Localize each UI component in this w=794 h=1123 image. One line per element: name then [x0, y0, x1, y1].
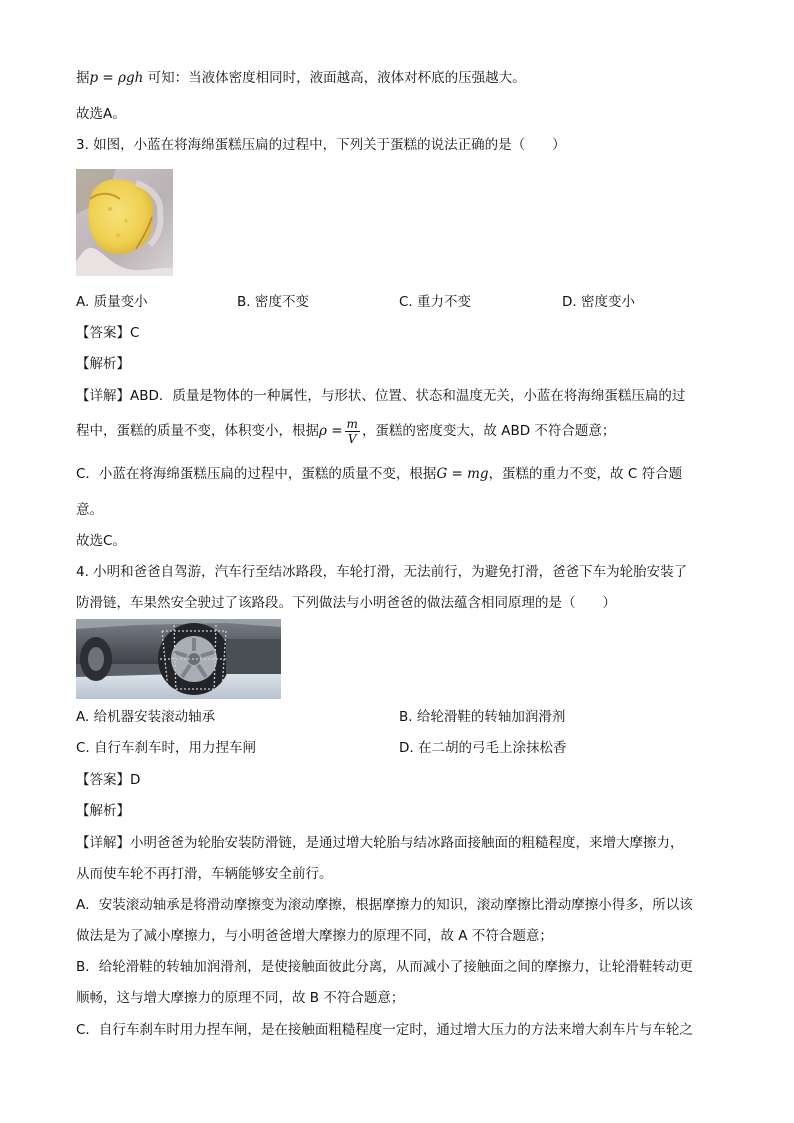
- q3-option-d: D. 密度变小: [562, 294, 635, 310]
- formula-line: 据p = ρgh 可知：当液体密度相同时，液面越高，液体对杯底的压强越大。: [76, 70, 526, 86]
- q3-detail-line-4: 意。: [76, 502, 103, 518]
- q4-option-d: D. 在二胡的弓毛上涂抹松香: [399, 740, 567, 756]
- q3-detail-line-3: C．小蓝在将海绵蛋糕压扁的过程中，蛋糕的质量不变，根据G = mg，蛋糕的重力不变，故 C 符合题: [76, 466, 683, 482]
- q4-detail-line-6: 顺畅，这与增大摩擦力的原理不同，故 B 不符合题意；: [76, 990, 405, 1006]
- density-fraction: $\frac{m}{V}$: [346, 416, 358, 446]
- density-formula-lhs: ρ =: [319, 423, 343, 439]
- pressure-formula: p = ρgh: [89, 70, 144, 86]
- q3-analysis-heading: 【解析】: [76, 356, 130, 372]
- q4-option-b: B. 给轮滑鞋的转轴加润滑剂: [399, 709, 566, 725]
- q4-analysis-heading: 【解析】: [76, 803, 130, 819]
- q4-detail-line-7: C．自行车刹车时用力捏车闸，是在接触面粗糙程度一定时，通过增大压力的方法来增大刹车片与车轮之: [76, 1022, 693, 1038]
- sponge-cake-illustration: [76, 169, 173, 276]
- q3-detail-line-2: 程中，蛋糕的质量不变，体积变小，根据ρ = $\frac{m}{V}$ ，蛋糕的密度变大，故 ABD 不符合题意；: [76, 416, 616, 446]
- q4-detail-line-3: A．安装滚动轴承是将滑动摩擦变为滚动摩擦，根据摩擦力的知识，滚动摩擦比滑动摩擦小得多，所以该: [76, 897, 693, 913]
- q4-detail-line-5: B．给轮滑鞋的转轴加润滑剂，是使接触面彼此分离，从而减小了接触面之间的摩擦力，让轮滑鞋转动更: [76, 959, 693, 975]
- snow-chain-tire-image: [76, 619, 281, 699]
- q3-option-c: C. 重力不变: [399, 294, 472, 310]
- q4-option-a: A. 给机器安装滚动轴承: [76, 709, 216, 725]
- question-4-stem-line-1: 4. 小明和爸爸自驾游，汽车行至结冰路段，车轮打滑，无法前行，为避免打滑，爸爸下车为轮胎安装了: [76, 564, 688, 580]
- q3-conclusion: 故选C。: [76, 533, 126, 549]
- q4-detail-line-1: 【详解】小明爸爸为轮胎安装防滑链，是通过增大轮胎与结冰路面接触面的粗糙程度，来增大摩擦力，: [76, 835, 684, 851]
- tire-chain-illustration: [76, 619, 281, 699]
- q3-detail-line-1: 【详解】ABD．质量是物体的一种属性，与形状、位置、状态和温度无关，小蓝在将海绵蛋糕压扁的过: [76, 388, 686, 404]
- q4-detail-line-2: 从而使车轮不再打滑，车辆能够安全前行。: [76, 866, 333, 882]
- q4-detail-line-4: 做法是为了减小摩擦力，与小明爸爸增大摩擦力的原理不同，故 A 不符合题意；: [76, 928, 553, 944]
- q3-option-b: B. 密度不变: [237, 294, 309, 310]
- question-3-stem: 3. 如图，小蓝在将海绵蛋糕压扁的过程中，下列关于蛋糕的说法正确的是（ ）: [76, 137, 566, 153]
- q3-answer: 【答案】C: [76, 325, 140, 341]
- sponge-cake-image: [76, 169, 173, 276]
- question-4-stem-line-2: 防滑链，车果然安全驶过了该路段。下列做法与小明爸爸的做法蕴含相同原理的是（ ）: [76, 595, 616, 611]
- q4-option-c: C. 自行车刹车时，用力捏车闸: [76, 740, 257, 756]
- q4-answer: 【答案】D: [76, 772, 141, 788]
- gravity-formula: G = mg: [436, 466, 489, 482]
- q3-option-a: A. 质量变小: [76, 294, 148, 310]
- conclusion-line: 故选A。: [76, 106, 126, 122]
